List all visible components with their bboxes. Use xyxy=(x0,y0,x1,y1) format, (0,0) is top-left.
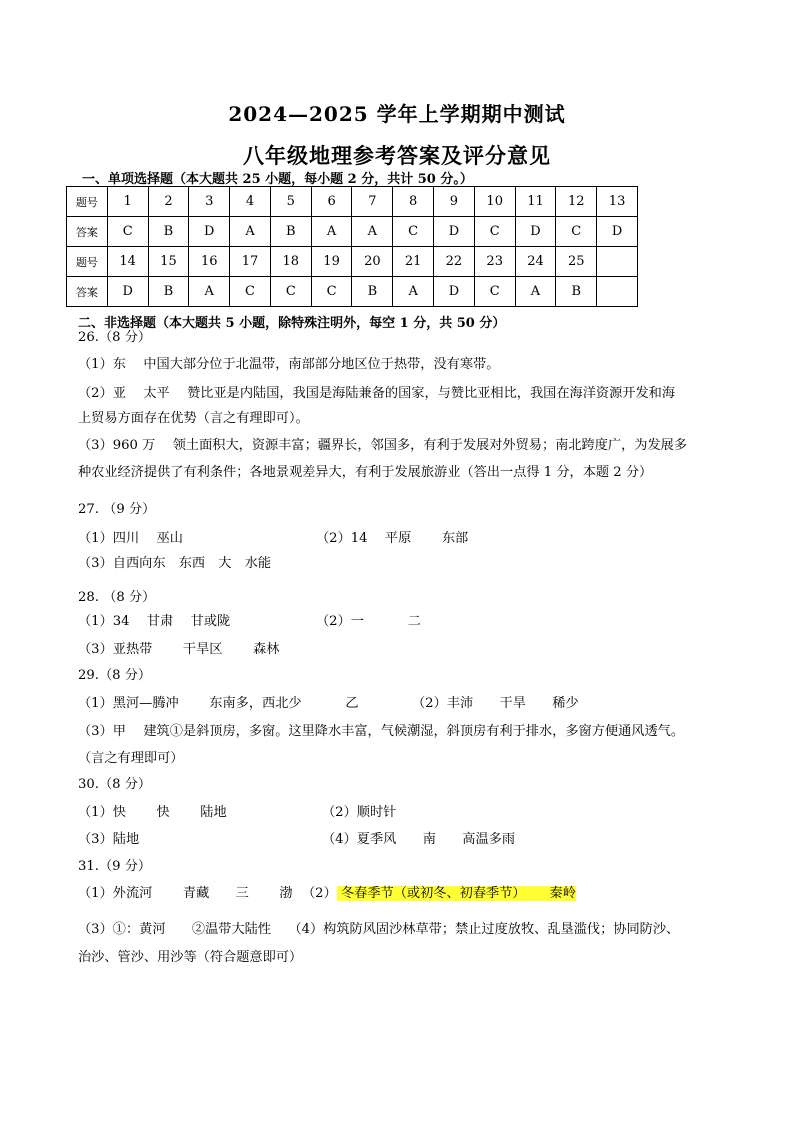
question-31-heading: 31.（9 分） xyxy=(78,859,152,874)
answer-line: （1）34 甘肃 甘或陇 xyxy=(78,614,231,629)
table-row xyxy=(67,187,638,217)
table-cell: 4 xyxy=(230,187,271,217)
table-cell: D xyxy=(434,217,475,247)
table-cell: 9 xyxy=(434,187,475,217)
answer-line: （1）东 中国大部分位于北温带，南部部分地区位于热带，没有寒带。 xyxy=(78,357,500,372)
answer-line: （3）960 万 领土面积大，资源丰富；疆界长，邻国多，有利于发展对外贸易；南北跨度广，为发展多 xyxy=(78,438,688,453)
answer-line: （1）快 快 陆地 xyxy=(78,805,227,820)
table-cell: 14 xyxy=(107,247,148,277)
table-cell: C xyxy=(311,277,352,307)
row-label: 题号 xyxy=(67,247,108,277)
table-cell: 1 xyxy=(107,187,148,217)
answer-line: （4）夏季风 南 高温多雨 xyxy=(322,832,516,847)
table-cell: 22 xyxy=(434,247,475,277)
table-cell: A xyxy=(352,217,393,247)
table-cell: 6 xyxy=(311,187,352,217)
answer-line: （2）一 二 xyxy=(316,614,421,629)
table-cell: 11 xyxy=(515,187,556,217)
answer-line: （2）亚 太平 赞比亚是内陆国，我国是海陆兼备的国家，与赞比亚相比，我国在海洋资源开发和海 xyxy=(78,386,676,401)
table-cell: 5 xyxy=(270,187,311,217)
table-cell: 20 xyxy=(352,247,393,277)
table-cell: D xyxy=(597,217,638,247)
table-cell: B xyxy=(352,277,393,307)
table-cell: C xyxy=(107,217,148,247)
table-row xyxy=(67,217,638,247)
question-26-heading: 26.（8 分） xyxy=(78,330,152,345)
table-cell: D xyxy=(189,217,230,247)
table-cell: 24 xyxy=(515,247,556,277)
table-cell: A xyxy=(393,277,434,307)
answer-line: （1）外流河 青藏 三 渤 xyxy=(78,886,293,901)
table-cell: B xyxy=(270,217,311,247)
answer-table xyxy=(66,186,638,307)
answer-line: （3）自西向东 东西 大 水能 xyxy=(78,556,272,571)
table-cell: B xyxy=(148,277,189,307)
question-29-heading: 29.（8 分） xyxy=(78,668,152,683)
page-subtitle: 八年级地理参考答案及评分意见 xyxy=(243,143,551,168)
table-cell: 2 xyxy=(148,187,189,217)
answer-line: （言之有理即可） xyxy=(78,751,184,766)
table-row xyxy=(67,247,638,277)
table-cell: 19 xyxy=(311,247,352,277)
table-cell: C xyxy=(474,277,515,307)
row-label: 答案 xyxy=(67,217,108,247)
answer-line: 种农业经济提供了有利条件；各地景观差异大，有利于发展旅游业（答出一点得 1 分，本题 2 分） xyxy=(78,465,653,480)
table-cell: 7 xyxy=(352,187,393,217)
table-cell: A xyxy=(230,217,271,247)
answer-line: （3）亚热带 干旱区 森林 xyxy=(78,642,280,657)
question-30-heading: 30.（8 分） xyxy=(78,777,152,792)
table-cell: 12 xyxy=(556,187,597,217)
table-cell: B xyxy=(556,277,597,307)
table-cell: C xyxy=(474,217,515,247)
table-cell: 15 xyxy=(148,247,189,277)
answer-line xyxy=(302,886,576,902)
answer-line: （1）四川 巫山 xyxy=(78,531,183,546)
question-28-heading: 28. （8 分） xyxy=(78,590,156,605)
section-1-heading: 一、单项选择题（本大题共 25 小题，每小题 2 分，共计 50 分。） xyxy=(82,172,473,187)
table-cell: C xyxy=(270,277,311,307)
table-cell: B xyxy=(148,217,189,247)
highlighted-answer: 冬春季节（或初冬、初春季节） 秦岭 xyxy=(336,886,576,901)
table-cell: A xyxy=(311,217,352,247)
table-cell: A xyxy=(189,277,230,307)
answer-line: （2）丰沛 干旱 稀少 xyxy=(412,696,579,711)
answer-line: （3）陆地 xyxy=(78,832,140,847)
answer-line: （1）黑河—腾冲 东南多，西北少 乙 xyxy=(78,696,359,711)
answer-line: （2）顺时针 xyxy=(322,805,397,820)
table-cell: 21 xyxy=(393,247,434,277)
table-cell: 10 xyxy=(474,187,515,217)
answer-line: （3）甲 建筑①是斜顶房，多窗。这里降水丰富，气候潮湿，斜顶房有利于排水，多窗方便通风透气。 xyxy=(78,724,685,739)
table-cell: D xyxy=(107,277,148,307)
table-cell: D xyxy=(515,217,556,247)
table-cell: A xyxy=(515,277,556,307)
table-cell: 18 xyxy=(270,247,311,277)
answer-line: （3）①：黄河 ②温带大陆性 （4）构筑防风固沙林草带；禁止过度放牧、乱垦滥伐；协同防沙、 xyxy=(78,922,680,937)
question-27-heading: 27. （9 分） xyxy=(78,502,156,517)
answer-line: 治沙、管沙、用沙等（符合题意即可） xyxy=(78,950,303,965)
row-label: 题号 xyxy=(67,187,108,217)
answer-line: （2）14 平原 东部 xyxy=(316,531,469,546)
table-cell: 8 xyxy=(393,187,434,217)
section-2-heading: 二、非选择题（本大题共 5 小题，除特殊注明外，每空 1 分，共 50 分） xyxy=(78,316,506,331)
table-cell: 3 xyxy=(189,187,230,217)
table-cell xyxy=(597,277,638,307)
table-cell: C xyxy=(393,217,434,247)
table-cell: 16 xyxy=(189,247,230,277)
table-cell: C xyxy=(556,217,597,247)
table-row xyxy=(67,277,638,307)
answer-line: 上贸易方面存在优势（言之有理即可）。 xyxy=(78,411,309,426)
table-cell: D xyxy=(434,277,475,307)
table-cell: C xyxy=(230,277,271,307)
table-cell: 23 xyxy=(474,247,515,277)
table-cell xyxy=(597,247,638,277)
table-cell: 17 xyxy=(230,247,271,277)
table-cell: 13 xyxy=(597,187,638,217)
page-title: 2024—2025 学年上学期期中测试 xyxy=(228,102,566,126)
table-cell: 25 xyxy=(556,247,597,277)
row-label: 答案 xyxy=(67,277,108,307)
answer-prefix: （2） xyxy=(302,886,337,901)
